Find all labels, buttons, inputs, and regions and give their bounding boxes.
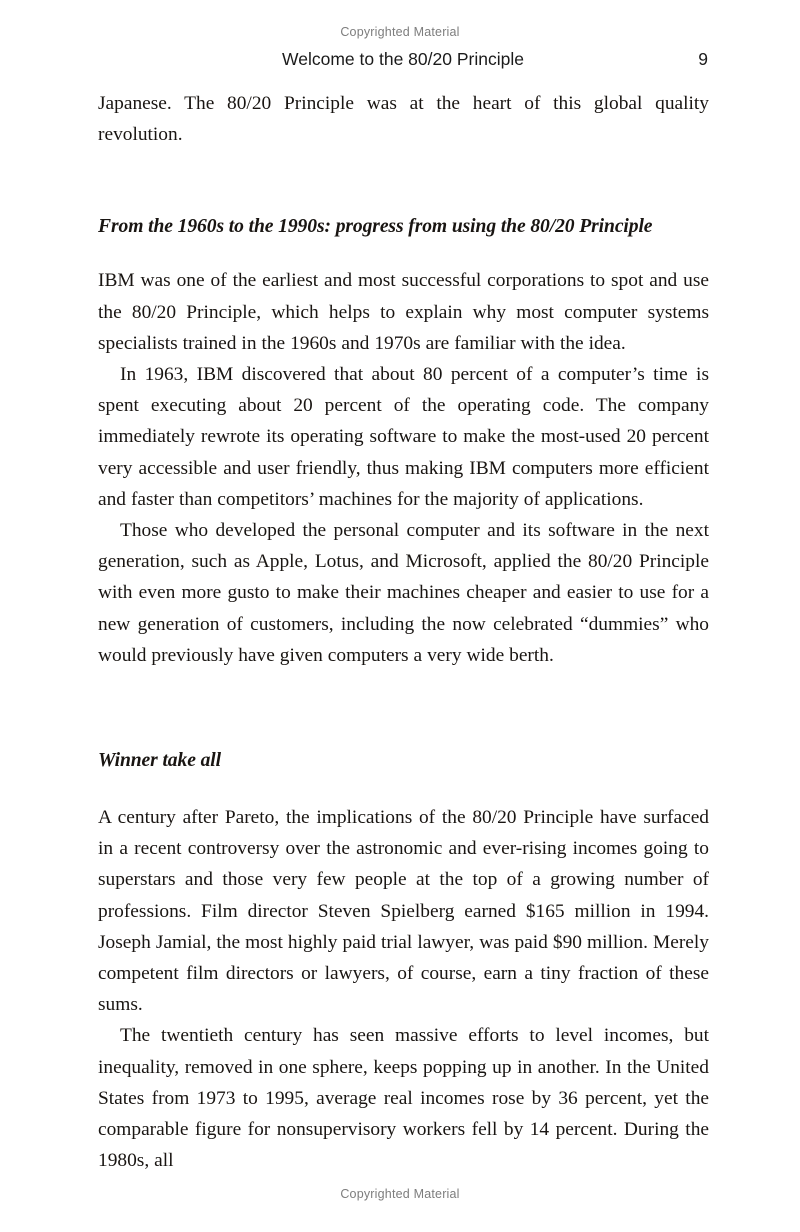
page-number: 9 — [698, 49, 708, 69]
paragraph-continuation-japanese: Japanese. The 80/20 Principle was at the heart of this global quality revolution. — [98, 93, 709, 146]
running-head-title: Welcome to the 80/20 Principle — [282, 49, 524, 69]
paragraph-ibm-1963: In 1963, IBM discovered that about 80 percent of a computer’s time is spent executing about 20 percent of the operating code. The company immediately rewrote its operating software to make the most-used 20 percent very accessible and user friendly, thus making IBM computers more efficient and faster than competitors’ machines for the majority of applications. — [98, 364, 709, 510]
paragraph-personal-computer: Those who developed the personal computer and its software in the next generation, such as Apple, Lotus, and Microsoft, applied the 80/20 Principle with even more gusto to make their machines cheaper and easier to use for a new generation of customers, including the now celebrated “dummies” who would previously have given computers a very wide berth. — [98, 520, 709, 666]
spacer-after-heading-2 — [98, 776, 709, 802]
copyright-watermark-bottom: Copyrighted Material — [340, 1187, 460, 1201]
spacer-after-heading-1 — [98, 242, 709, 265]
section-heading-1960s-to-1990s: From the 1960s to the 1990s: progress from using the 80/20 Principle — [98, 216, 653, 238]
section-heading-winner-take-all: Winner take all — [98, 750, 221, 772]
spacer-before-heading-1 — [98, 150, 709, 212]
copyright-watermark-top: Copyrighted Material — [340, 25, 460, 39]
running-head — [98, 47, 708, 71]
paragraph-century-after-pareto: A century after Pareto, the implications of the 80/20 Principle have surfaced in a recent controversy over the astronomic and ever-rising incomes going to superstars and those very few people at the top of a growing number of professions. Film director Steven Spielberg earned $165 million in 1994. Joseph Jamial, the most highly paid trial lawyer, was paid $90 million. Merely competent film directors or lawyers, of course, earn a tiny fraction of these sums. — [98, 807, 709, 1016]
paragraph-twentieth-century: The twentieth century has seen massive efforts to level incomes, but inequality, removed in one sphere, keeps popping up in another. In the United States from 1973 to 1995, average real incomes rose by 36 percent, yet the comparable figure for nonsupervisory workers fell by 14 percent. During the 1980s, all — [98, 1025, 709, 1172]
spacer-before-heading-2 — [98, 671, 709, 746]
text-column — [98, 88, 709, 1176]
paragraph-ibm-early-adopter: IBM was one of the earliest and most successful corporations to spot and use the 80/20 Principle, which helps to explain why most computer systems specialists trained in the 1960s and 1970s are familiar with the idea. — [98, 270, 709, 354]
